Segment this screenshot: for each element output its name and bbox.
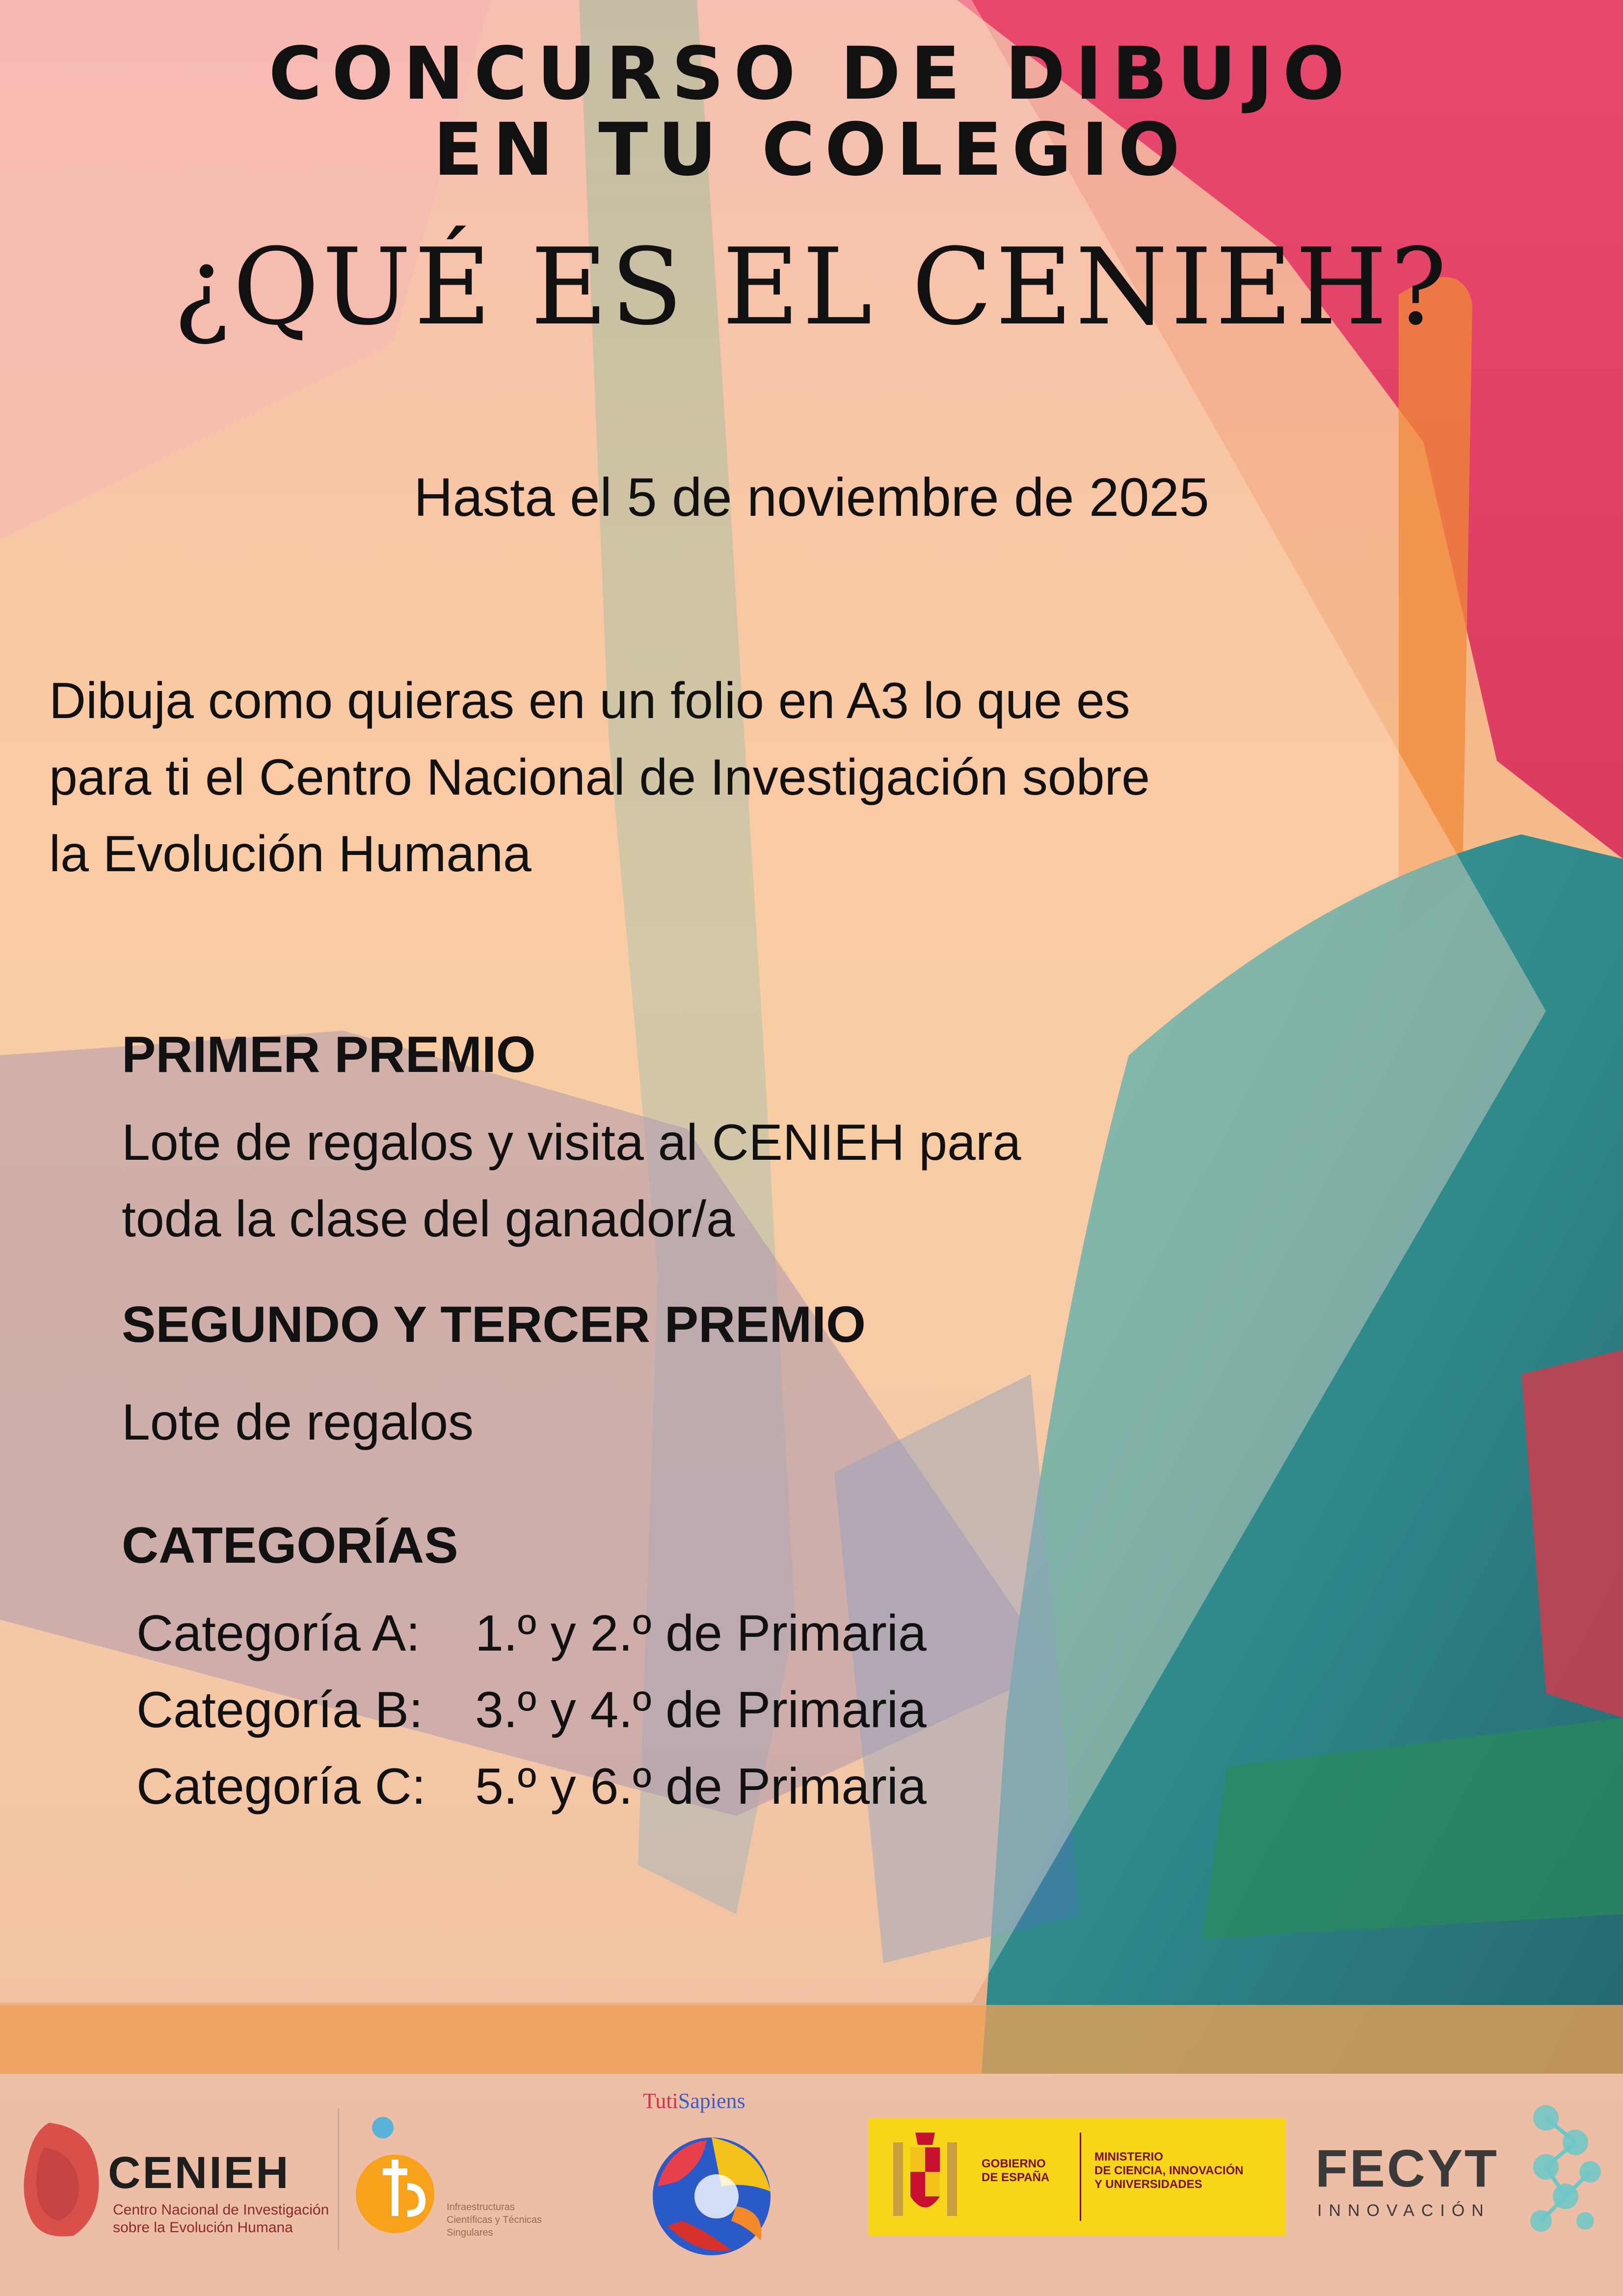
- first-prize-line: Lote de regalos y visita al CENIEH para: [122, 1114, 1021, 1171]
- category-value: 1.º y 2.º de Primaria: [475, 1605, 927, 1662]
- tutisapiens-paint-icon: [648, 2128, 785, 2275]
- skull-icon: [20, 2118, 103, 2241]
- fecyt-network-icon: [1517, 2103, 1610, 2245]
- category-row-c: [136, 1748, 927, 1825]
- title-line-1: CONCURSO DE DIBUJO: [268, 31, 1355, 116]
- fecyt-name: FECYT: [1315, 2138, 1499, 2198]
- category-label: Categoría C:: [136, 1758, 426, 1815]
- tutisapiens-logo: [633, 2088, 810, 2285]
- category-value: 5.º y 6.º de Primaria: [475, 1758, 927, 1815]
- first-prize-line: toda la clase del ganador/a: [122, 1191, 735, 1248]
- category-label: Categoría A:: [136, 1605, 421, 1662]
- poster-subtitle: ¿QUÉ ES EL CENIEH?: [173, 225, 1450, 348]
- icts-text-1: Infraestructuras: [447, 2202, 515, 2213]
- deadline-text: Hasta el 5 de noviembre de 2025: [414, 467, 1209, 528]
- gobierno-line-1: GOBIERNO: [982, 2157, 1046, 2170]
- description: [49, 663, 1150, 892]
- icts-icon: [353, 2113, 456, 2241]
- second-third-prize-heading: SEGUNDO Y TERCER PREMIO: [122, 1296, 866, 1353]
- title-line-2: EN TU COLEGIO: [433, 107, 1190, 192]
- icts-text-2: Científicas y Técnicas: [447, 2215, 542, 2225]
- description-line: la Evolución Humana: [49, 826, 532, 882]
- fecyt-subtitle: INNOVACIÓN: [1317, 2201, 1490, 2220]
- second-third-prize-text: Lote de regalos: [122, 1394, 474, 1451]
- category-row-a: [136, 1595, 927, 1672]
- categories-list: [136, 1595, 927, 1825]
- tutisapiens-name: TutiSapiens: [643, 2089, 745, 2113]
- logo-footer: [0, 2074, 1623, 2296]
- cenieh-logo: [20, 2113, 334, 2255]
- icts-text-3: Singulares: [447, 2227, 493, 2238]
- first-prize-text: [122, 1104, 1021, 1257]
- ministerio-line-1: MINISTERIO: [1094, 2150, 1164, 2163]
- description-line: Dibuja como quieras en un folio en A3 lo que es: [49, 672, 1130, 729]
- fecyt-logo: [1310, 2103, 1615, 2265]
- coat-of-arms-icon: [883, 2128, 967, 2226]
- category-label: Categoría B:: [136, 1682, 423, 1738]
- ministerio-line-2: DE CIENCIA, INNOVACIÓN: [1094, 2164, 1244, 2177]
- icts-logo: [353, 2113, 569, 2260]
- category-value: 3.º y 4.º de Primaria: [475, 1682, 927, 1738]
- cenieh-subtitle-2: sobre la Evolución Humana: [113, 2219, 293, 2236]
- description-line: para ti el Centro Nacional de Investigación sobre: [49, 749, 1150, 806]
- logo-divider: [338, 2108, 339, 2250]
- cenieh-subtitle-1: Centro Nacional de Investigación: [113, 2202, 329, 2218]
- ministerio-line-3: Y UNIVERSIDADES: [1094, 2178, 1202, 2191]
- first-prize-heading: PRIMER PREMIO: [122, 1026, 536, 1083]
- cenieh-name: CENIEH: [108, 2148, 291, 2198]
- gobierno-line-2: DE ESPAÑA: [982, 2171, 1050, 2184]
- gobierno-logo: [869, 2118, 1286, 2236]
- category-row-b: [136, 1672, 927, 1748]
- categories-heading: CATEGORÍAS: [122, 1517, 458, 1574]
